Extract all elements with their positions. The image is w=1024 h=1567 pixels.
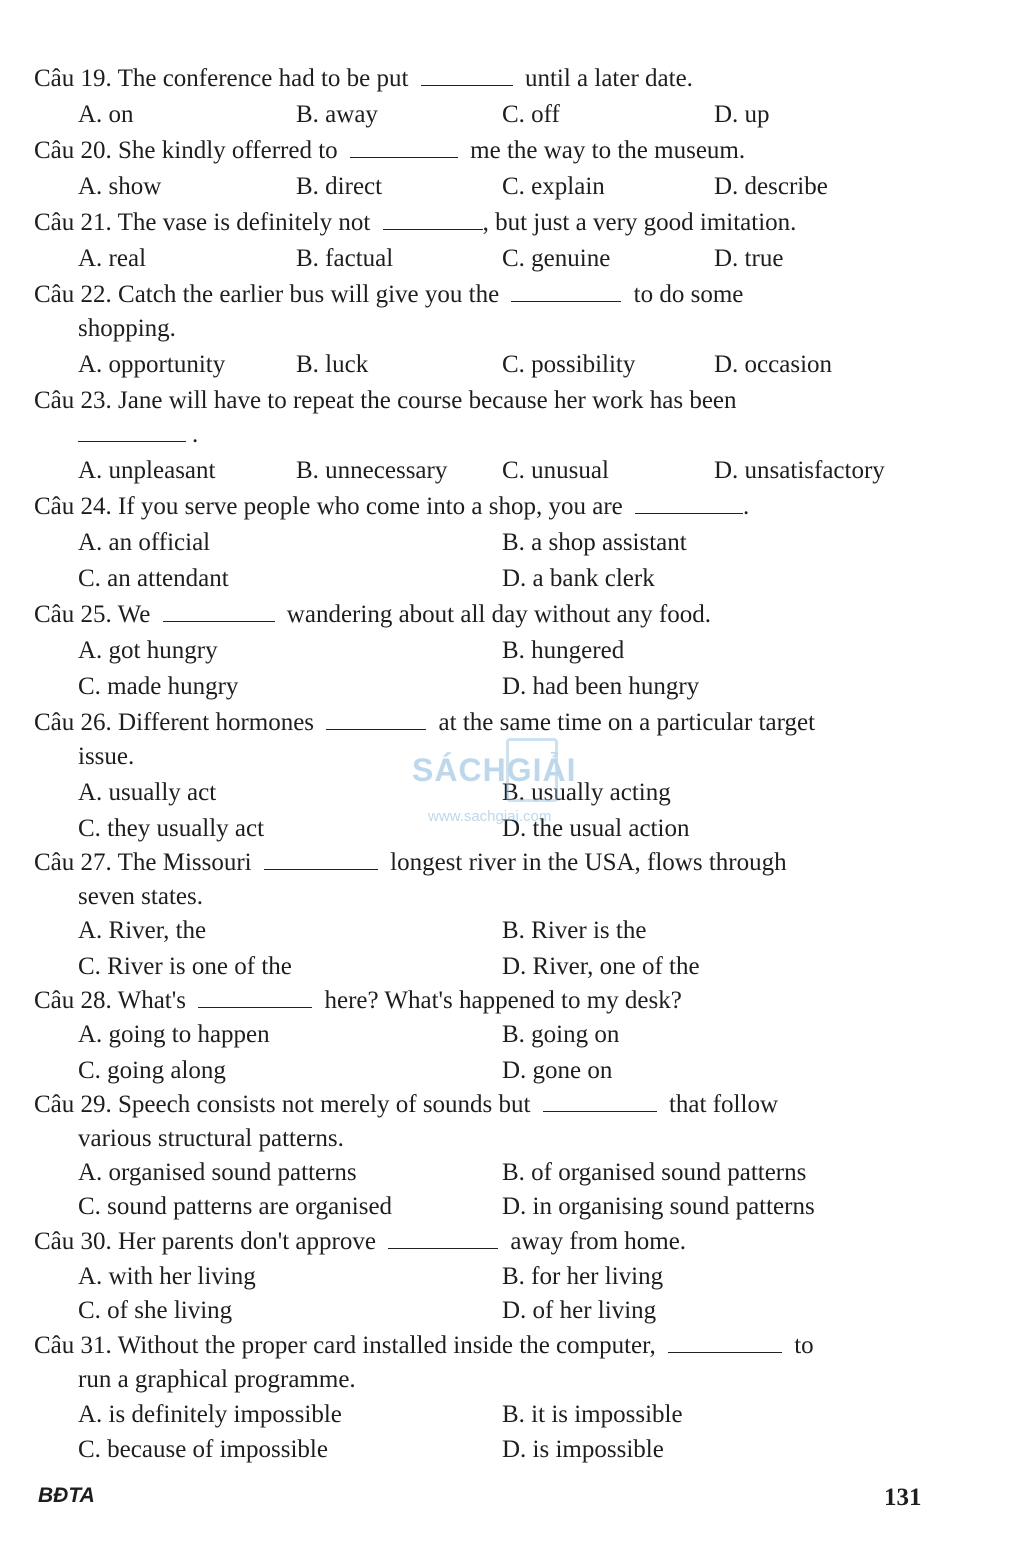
question-label: Câu 20.: [34, 137, 112, 164]
option-a: A. real: [78, 245, 147, 272]
question-text: here? What's happened to my desk?: [324, 987, 682, 1014]
option-a: A. going to happen: [78, 1021, 270, 1048]
question-20: [34, 134, 930, 168]
option-d: D. River, one of the: [502, 953, 700, 980]
question-text: Without the proper card installed inside the computer,: [117, 1332, 656, 1359]
question-30: [34, 1225, 930, 1259]
option-c: C. River is one of the: [78, 953, 292, 980]
question-text: longest river in the USA, flows through: [390, 849, 787, 876]
option-c: C. unusual: [502, 457, 609, 484]
answer-blank: [350, 135, 458, 158]
option-b: B. of organised sound patterns: [502, 1159, 807, 1186]
answer-blank: [388, 1226, 498, 1249]
question-text: Jane will have to repeat the course because her work has been: [118, 387, 737, 414]
question-27: [34, 846, 930, 914]
watermark-text: SÁCHGIẢI: [412, 752, 577, 788]
question-29: [34, 1088, 930, 1156]
question-28: [34, 984, 930, 1018]
question-19: [34, 62, 930, 96]
option-d: D. the usual action: [502, 815, 690, 842]
option-a: A. opportunity: [78, 351, 226, 378]
question-21: [34, 206, 930, 240]
option-d: D. occasion: [714, 351, 833, 378]
question-text: What's: [117, 987, 186, 1014]
option-d: D. true: [714, 245, 784, 272]
option-b: B. River is the: [502, 917, 647, 944]
option-a: A. with her living: [78, 1263, 256, 1290]
question-text: If you serve people who come into a shop, you are: [118, 493, 623, 520]
question-text: The conference had to be put: [117, 65, 409, 92]
option-d: D. unsatisfactory: [714, 457, 885, 484]
answer-blank: [198, 985, 312, 1008]
option-b: B. factual: [296, 245, 394, 272]
option-c: C. of she living: [78, 1297, 233, 1324]
question-continuation: issue.: [78, 743, 135, 770]
option-b: B. it is impossible: [502, 1401, 683, 1428]
question-text: wandering about all day without any food.: [286, 601, 712, 628]
option-b: B. unnecessary: [296, 457, 448, 484]
question-continuation: various structural patterns.: [78, 1125, 344, 1152]
option-b: B. away: [296, 101, 378, 128]
answer-blank: [543, 1089, 657, 1112]
question-text: .: [192, 421, 199, 448]
answer-blank: [511, 279, 621, 302]
option-d: D. up: [714, 101, 770, 128]
answer-blank: [421, 63, 513, 86]
question-24: [34, 490, 930, 524]
watermark-url: www.sachgiai.com: [428, 808, 552, 825]
answer-blank: [326, 707, 426, 730]
option-c: C. they usually act: [78, 815, 265, 842]
option-b: B. a shop assistant: [502, 529, 687, 556]
option-c: C. an attendant: [78, 565, 229, 592]
option-c: C. made hungry: [78, 673, 239, 700]
question-label: Câu 29.: [34, 1091, 112, 1118]
question-text: Her parents don't approve: [118, 1228, 376, 1255]
question-text: to do some: [633, 281, 744, 308]
question-continuation: seven states.: [78, 883, 203, 910]
option-c: C. explain: [502, 173, 605, 200]
question-label: Câu 27.: [34, 849, 112, 876]
option-b: B. direct: [296, 173, 383, 200]
page-number: 131: [884, 1484, 922, 1511]
question-text: away from home.: [510, 1228, 687, 1255]
question-text: that follow: [668, 1091, 778, 1118]
question-text: .: [743, 493, 750, 520]
footer-book-code: BĐTA: [38, 1484, 95, 1507]
question-text: We: [117, 601, 151, 628]
question-31: [34, 1329, 930, 1397]
question-text: Different hormones: [118, 709, 315, 736]
option-d: D. gone on: [502, 1057, 613, 1084]
question-text: She kindly offerred to: [118, 137, 338, 164]
question-label: Câu 26.: [34, 709, 112, 736]
option-d: D. had been hungry: [502, 673, 700, 700]
question-label: Câu 25.: [34, 601, 112, 628]
option-c: C. off: [502, 101, 560, 128]
question-text: , but just a very good imitation.: [482, 209, 797, 236]
answer-blank: [668, 1330, 782, 1353]
option-a: A. on: [78, 101, 134, 128]
answer-blank: [635, 491, 743, 514]
question-label: Câu 21.: [34, 209, 112, 236]
option-b: B. hungered: [502, 637, 625, 664]
question-label: Câu 28.: [34, 987, 112, 1014]
option-c: C. sound patterns are organised: [78, 1193, 393, 1220]
question-text: until a later date.: [524, 65, 693, 92]
option-a: A. show: [78, 173, 162, 200]
watermark: [412, 738, 632, 838]
answer-blank: [78, 419, 186, 442]
option-d: D. is impossible: [502, 1436, 664, 1463]
option-d: D. describe: [714, 173, 828, 200]
question-text: Speech consists not merely of sounds but: [118, 1091, 531, 1118]
question-22: [34, 278, 930, 346]
option-b: B. for her living: [502, 1263, 664, 1290]
question-label: Câu 30.: [34, 1228, 112, 1255]
option-a: A. River, the: [78, 917, 207, 944]
option-a: A. organised sound patterns: [78, 1159, 357, 1186]
question-text: at the same time on a particular target: [438, 709, 816, 736]
question-label: Câu 19.: [34, 65, 112, 92]
option-a: A. got hungry: [78, 637, 218, 664]
option-a: A. an official: [78, 529, 211, 556]
question-label: Câu 22.: [34, 281, 112, 308]
question-continuation: run a graphical programme.: [78, 1366, 356, 1393]
question-continuation: shopping.: [78, 315, 176, 342]
question-text: me the way to the museum.: [470, 137, 746, 164]
option-d: D. of her living: [502, 1297, 657, 1324]
answer-blank: [264, 847, 378, 870]
question-continuation: [34, 418, 930, 452]
question-label: Câu 31.: [34, 1332, 112, 1359]
question-text: Catch the earlier bus will give you the: [118, 281, 500, 308]
answer-blank: [163, 599, 275, 622]
option-c: C. because of impossible: [78, 1436, 328, 1463]
option-c: C. possibility: [502, 351, 636, 378]
option-a: A. is definitely impossible: [78, 1401, 342, 1428]
option-c: C. genuine: [502, 245, 611, 272]
question-23: [34, 384, 930, 452]
option-d: D. a bank clerk: [502, 565, 655, 592]
answer-blank: [383, 207, 483, 230]
question-text: to: [794, 1332, 814, 1359]
question-label: Câu 23.: [34, 387, 112, 414]
option-a: A. usually act: [78, 779, 217, 806]
question-label: Câu 24.: [34, 493, 112, 520]
question-text: The Missouri: [117, 849, 252, 876]
option-b: B. luck: [296, 351, 369, 378]
option-b: B. usually acting: [502, 779, 671, 806]
option-b: B. going on: [502, 1021, 620, 1048]
option-d: D. in organising sound patterns: [502, 1193, 815, 1220]
option-c: C. going along: [78, 1057, 226, 1084]
question-text: The vase is definitely not: [117, 209, 371, 236]
question-25: [34, 598, 930, 632]
option-a: A. unpleasant: [78, 457, 216, 484]
